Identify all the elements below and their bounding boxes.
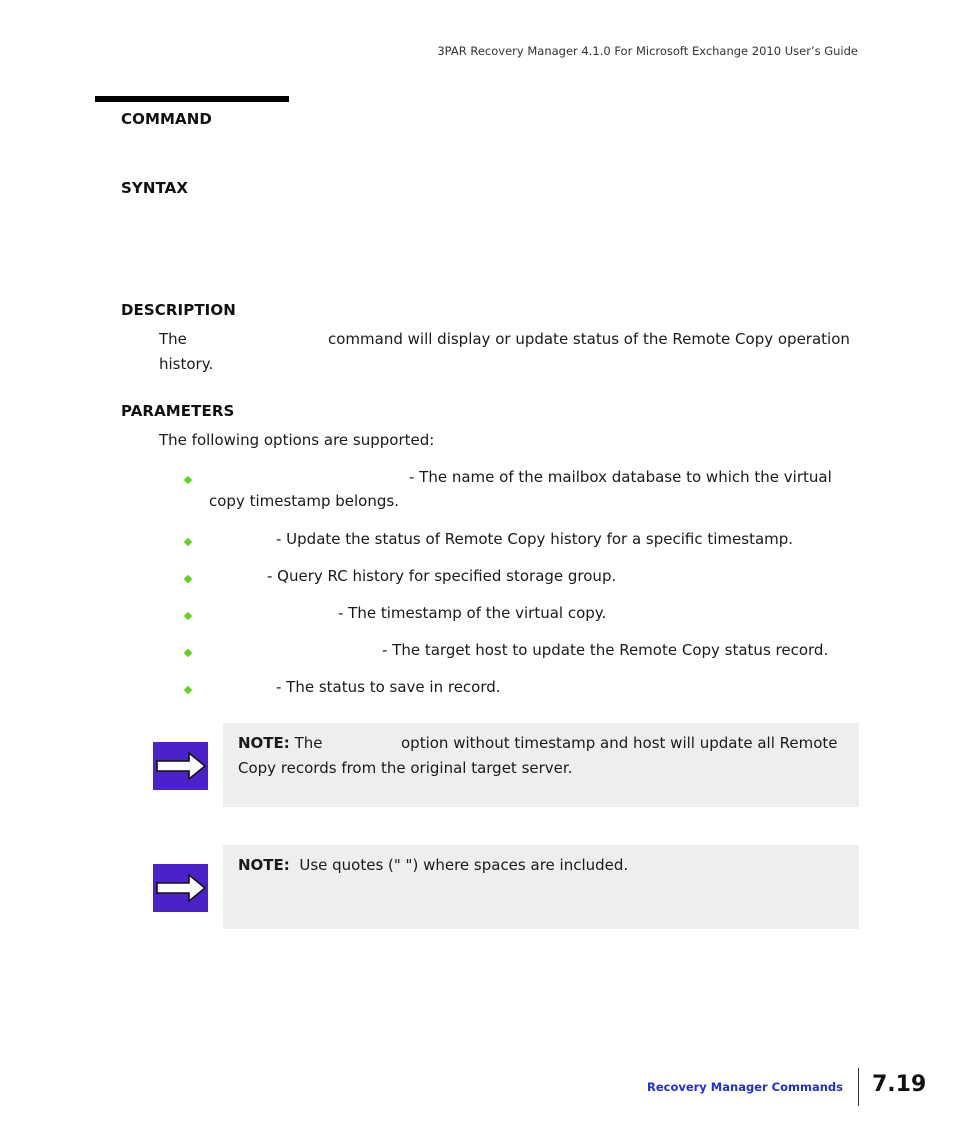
footer-section-title: Recovery Manager Commands (646, 1080, 843, 1094)
param-item-text: - Query RC history for specified storage group. (267, 567, 617, 585)
note-text: The (294, 734, 323, 752)
bullet-icon (184, 686, 192, 694)
note-label: NOTE: (238, 734, 290, 752)
section-rule (95, 96, 289, 102)
description-text-start: The (159, 330, 187, 348)
command-heading: COMMAND (121, 110, 212, 128)
bullet-icon (184, 649, 192, 657)
parameters-intro: The following options are supported: (159, 431, 435, 449)
note-text-end: option without timestamp and host will update all Remote (401, 734, 838, 752)
description-heading: DESCRIPTION (121, 301, 236, 319)
param-item-text-line2: copy timestamp belongs. (209, 492, 399, 510)
param-item-text: - The status to save in record. (276, 678, 501, 696)
syntax-heading: SYNTAX (121, 179, 189, 197)
param-item-text: - The target host to update the Remote Copy status record. (382, 641, 829, 659)
arrow-right-icon (153, 742, 208, 790)
bullet-icon (184, 538, 192, 546)
running-header: 3PAR Recovery Manager 4.1.0 For Microsoft Exchange 2010 User’s Guide (437, 44, 858, 58)
arrow-right-icon (153, 864, 208, 912)
note-text-line2: Copy records from the original target server. (238, 759, 573, 777)
param-item-text: - The name of the mailbox database to which the virtual (409, 468, 832, 486)
bullet-icon (184, 612, 192, 620)
description-text-line2: history. (159, 355, 214, 373)
note-text-start (238, 731, 322, 756)
parameters-heading: PARAMETERS (121, 402, 235, 420)
param-item-text: - The timestamp of the virtual copy. (338, 604, 607, 622)
param-item-text: - Update the status of Remote Copy history for a specific timestamp. (276, 530, 794, 548)
footer-divider (858, 1068, 859, 1106)
bullet-icon (184, 575, 192, 583)
note-label: NOTE: (238, 856, 290, 874)
bullet-icon (184, 476, 192, 484)
description-text-end: command will display or update status of the Remote Copy operation (328, 330, 850, 348)
note-text: Use quotes (" ") where spaces are included. (299, 856, 629, 874)
note-text (238, 853, 628, 878)
page-number: 7.19 (872, 1072, 927, 1097)
